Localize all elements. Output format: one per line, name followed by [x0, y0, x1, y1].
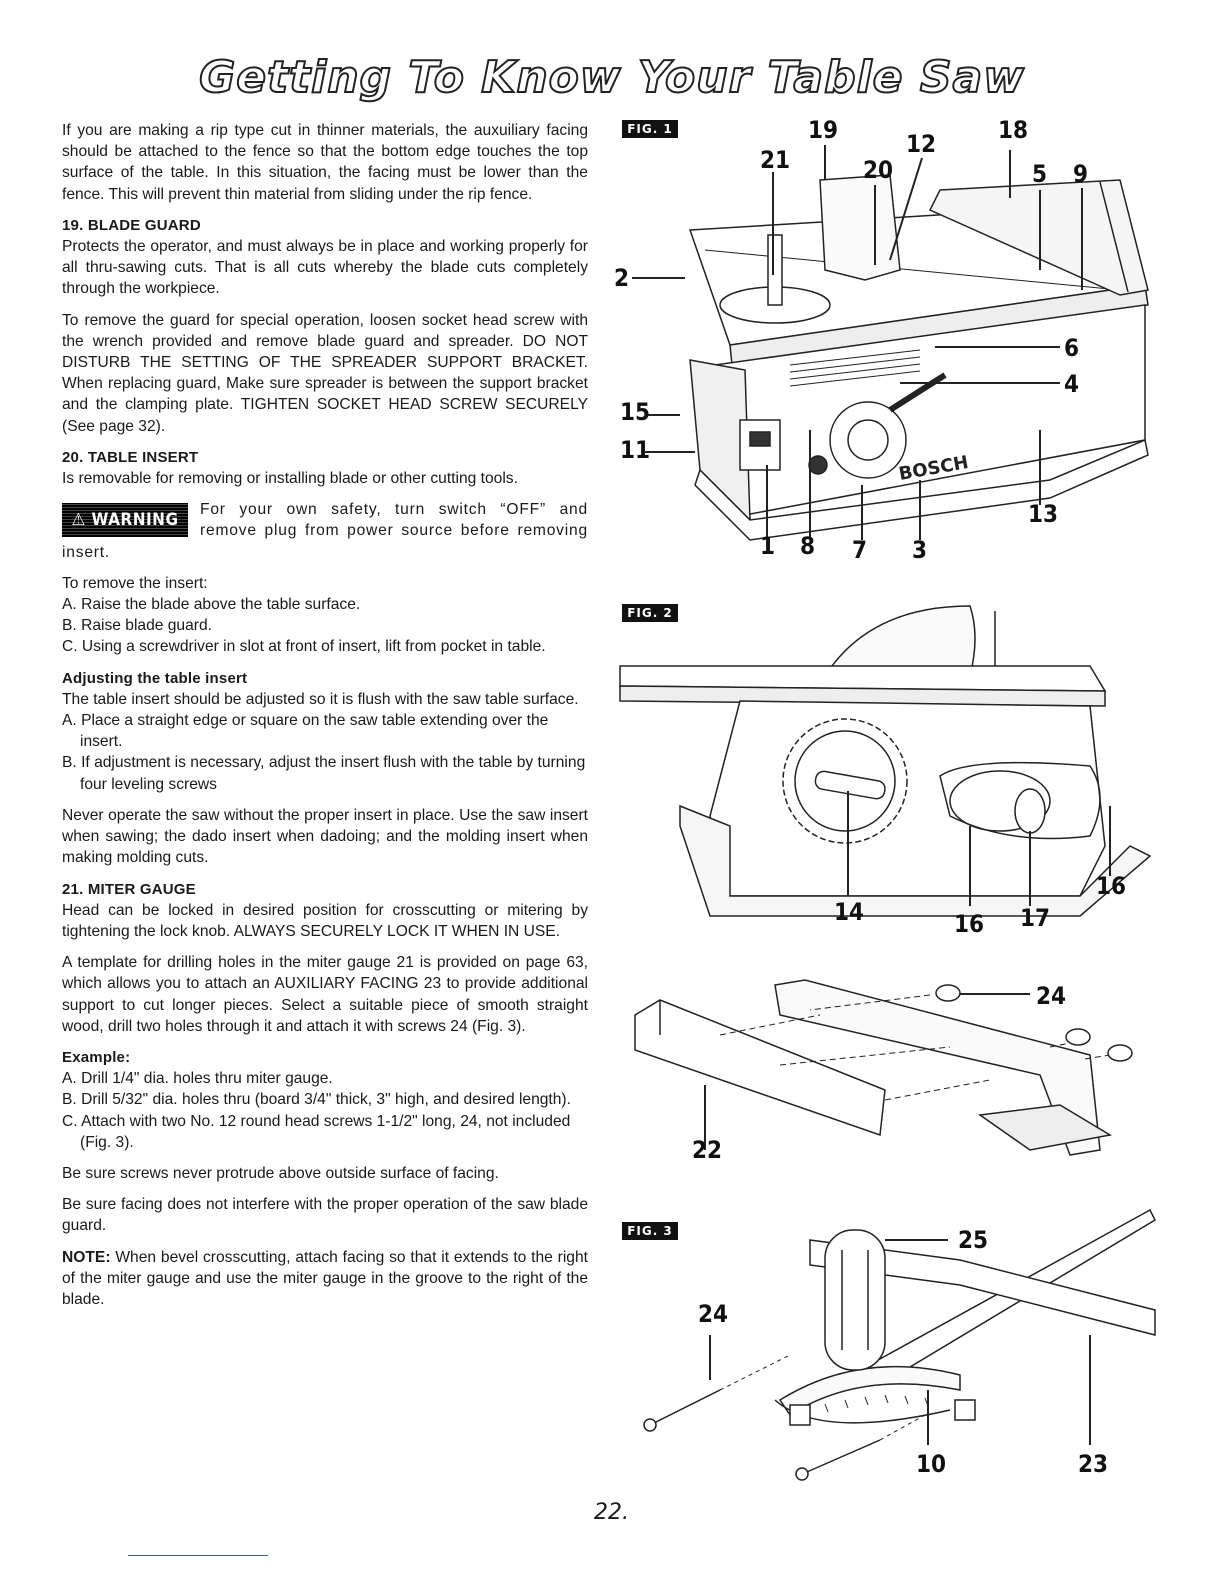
fig1-brand: BOSCH: [897, 452, 971, 485]
fig1-label: 4: [1064, 370, 1080, 398]
list-item: B. Drill 5/32" dia. holes thru (board 3/4" thick, 3" high, and desired length).: [62, 1091, 571, 1109]
example-list: [62, 1068, 588, 1153]
adjusting-list: [62, 710, 588, 795]
note-label: NOTE:: [62, 1248, 111, 1266]
remove-guard-paragraph: To remove the guard for special operation, loosen socket head screw with the wrench provided and remove blade guard and spreader. DO NOT DISTURB THE SETTING OF THE SPREADER SUPPORT BRACKET. When replacing guard, Make sure spreader is between the support bracket and the clamping plate. TIGHTEN SOCKET HEAD SCREW SECURELY (See page 32).: [62, 311, 588, 435]
fig1-label: 11: [620, 436, 651, 464]
fig1-label: 19: [808, 116, 839, 144]
fig2-rear-view-illustration: [610, 596, 1170, 936]
screws-paragraph: Be sure screws never protrude above outside surface of facing.: [62, 1164, 499, 1182]
fig1-label: 5: [1032, 160, 1048, 188]
fig1-label: 12: [906, 130, 937, 158]
example-heading: Example:: [62, 1048, 131, 1066]
blade-guard-heading: 19. BLADE GUARD: [62, 216, 201, 234]
list-item: C. Attach with two No. 12 round head screws 1-1/2" long, 24, not included (Fig. 3).: [62, 1112, 571, 1151]
fig3-label: 25: [958, 1226, 989, 1254]
fig2-label: 17: [1020, 904, 1051, 932]
fig1-label: 2: [614, 264, 630, 292]
fig1-label: 8: [800, 532, 816, 560]
fig1-label: 3: [912, 536, 928, 564]
fence-label: 24: [1036, 982, 1067, 1010]
fig1-tag: FIG. 1: [622, 120, 678, 138]
never-operate-paragraph: Never operate the saw without the proper insert in place. Use the saw insert when sawing; the dado insert when dadoing; and the molding insert when making molding cuts.: [62, 806, 588, 867]
fig1-label: 21: [760, 146, 791, 174]
list-item: B. If adjustment is necessary, adjust the insert flush with the table by turning four leveling screws: [62, 754, 586, 793]
fig1-label: 18: [998, 116, 1029, 144]
fig3-miter-gauge-illustration: [630, 1200, 1160, 1490]
fig3-tag: FIG. 3: [622, 1222, 678, 1240]
warning-block: [62, 499, 588, 563]
fig1-label: 15: [620, 398, 651, 426]
fig3-label: 23: [1078, 1450, 1109, 1478]
fig1-label: 7: [852, 536, 868, 564]
fence-label: 22: [692, 1136, 723, 1164]
fig3-label: 10: [916, 1450, 947, 1478]
list-item: C. Using a screwdriver in slot at front of insert, lift from pocket in table.: [62, 638, 546, 656]
footer-divider: [128, 1555, 268, 1556]
miter-gauge-heading: 21. MITER GAUGE: [62, 880, 196, 898]
remove-insert-intro: To remove the insert:: [62, 574, 208, 592]
page-title: Getting To Know Your Table Saw: [199, 52, 1025, 103]
fig2-tag: FIG. 2: [622, 604, 678, 622]
table-insert-heading: 20. TABLE INSERT: [62, 448, 199, 466]
fig2-label: 16: [954, 910, 985, 938]
adjusting-heading: Adjusting the table insert: [62, 669, 248, 687]
facing-paragraph: Be sure facing does not interfere with the proper operation of the saw blade guard.: [62, 1196, 588, 1235]
adjusting-paragraph: The table insert should be adjusted so it is flush with the saw table surface.: [62, 690, 579, 708]
note-text: When bevel crosscutting, attach facing so that it extends to the right of the miter gauge and use the miter gauge in the groove to the right of the blade.: [62, 1248, 588, 1308]
remove-insert-list: [62, 573, 588, 658]
fig1-label: 13: [1028, 500, 1059, 528]
fig1-label: 9: [1073, 160, 1089, 188]
list-item: B. Raise blade guard.: [62, 617, 212, 635]
warning-text: For your own safety, turn switch “OFF” and remove plug from power source before removing insert.: [62, 501, 588, 561]
note-paragraph: [62, 1247, 588, 1311]
page-number: 22.: [594, 1500, 629, 1525]
miter-gauge-paragraph: Head can be locked in desired position for crosscutting or mitering by tightening the lock knob. ALWAYS SECURELY LOCK IT WHEN IN USE.: [62, 901, 588, 940]
fig1-label: 1: [760, 532, 776, 560]
fig1-label: 6: [1064, 334, 1080, 362]
fig2-label: 16: [1096, 872, 1127, 900]
table-insert-paragraph: Is removable for removing or installing blade or other cutting tools.: [62, 470, 518, 488]
fig2-label: 14: [834, 898, 865, 926]
list-item: A. Raise the blade above the table surface.: [62, 596, 361, 614]
list-item: A. Place a straight edge or square on the saw table extending over the insert.: [62, 712, 549, 751]
template-paragraph: A template for drilling holes in the miter gauge 21 is provided on page 63, which allows you to attach an AUXILIARY FACING 23 to provide additional support to cut longer pieces. Select a suitable piece of smooth straight wood, drill two holes through it and attach it with screws 24 (Fig. 3).: [62, 954, 588, 1035]
list-item: A. Drill 1/4" dia. holes thru miter gauge.: [62, 1070, 333, 1088]
fig3-label: 24: [698, 1300, 729, 1328]
fig1-label: 20: [863, 156, 894, 184]
blade-guard-paragraph: Protects the operator, and must always be in place and working properly for all thru-sawing cuts. That is all cuts whereby the blade cuts completely through the workpiece.: [62, 238, 588, 298]
intro-paragraph: If you are making a rip type cut in thinner materials, the auxuiliary facing should be attached to the fence so that the bottom edge touches the top surface of the table. In this situation, the facing must be lower than the fence. This will prevent thin material from sliding under the rip fence.: [62, 122, 588, 203]
warning-badge: ⚠ WARNING: [62, 503, 188, 537]
text-column: [62, 120, 588, 1320]
